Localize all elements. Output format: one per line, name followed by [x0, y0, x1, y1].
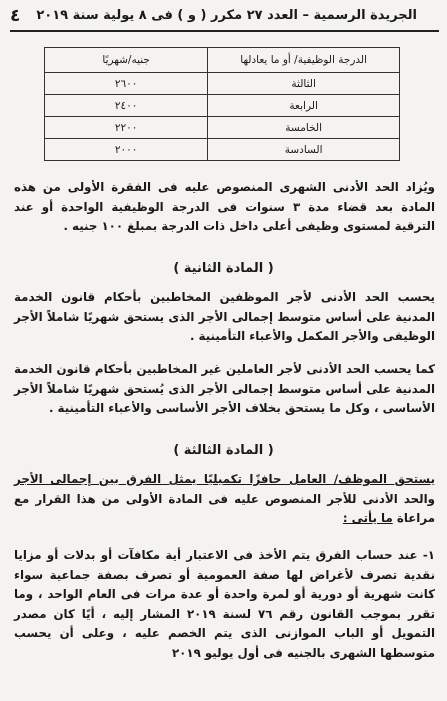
table-row [45, 117, 400, 139]
page-number: ٤ [10, 6, 21, 26]
table-cell-grade: الخامسة [208, 117, 400, 139]
page-header [10, 6, 437, 28]
article-three-heading: ( المادة الثالثة ) [173, 443, 274, 458]
table-cell-amount: ٢٤٠٠ [45, 95, 208, 117]
table-cell-grade: السادسة [208, 139, 400, 161]
salary-grade-table [44, 47, 400, 161]
table-header-grade: الدرجة الوظيفية/ أو ما يعادلها [208, 48, 400, 73]
header-rule [10, 30, 439, 32]
table-row [45, 139, 400, 161]
table-row [45, 95, 400, 117]
table-cell-grade: الثالثة [208, 73, 400, 95]
table-header-row [45, 48, 400, 73]
paragraph-civil-service: يحسب الحد الأدنى لأجر الموظفين المخاطبين بأحكام قانون الخدمة المدنية على أساس متوسط إجمالى الأجر الذى يستحق شهريًا شاملاً الأجر الوظيفى والأجر المكمل والأعباء التأمينية . [14, 290, 435, 343]
underlined-incentive-text: يستحق الموظف/ العامل حافزًا تكميليًا يمثل الفرق بين إجمالى الأجر [14, 472, 435, 486]
table-cell-amount: ٢٢٠٠ [45, 117, 208, 139]
article-two-heading: ( المادة الثانية ) [173, 261, 274, 276]
paragraph-increment: ويُزاد الحد الأدنى الشهرى المنصوص عليه فى الفقرة الأولى من هذه المادة بعد قضاء مدة ٣ سنوات فى الدرجة الوظيفية الواحدة أو عند الترقية لمستوى وظيفى أعلى داخل ذات الدرجة بمبلغ ١٠٠ جنيه . [14, 180, 435, 233]
paragraph-clause-one: ١- عند حساب الفرق يتم الأخذ فى الاعتبار أية مكافآت أو بدلات أو مزايا نقدية تصرف لأغراض لها صفة العمومية أو تصرف بصفة جماعية سواء كانت شهرية أو دورية أو لمرة واحدة أو عدة مرات فى العام الواحد ، وما تقرر بموجب القانون رقم ٧٦ لسنة ٢٠١٩ المشار إليه ، أيًا كان مصدر التمويل أو الباب الموازنى الذى يتم الخصم عليه ، وعلى أن يحسب متوسطها الشهرى بالجنيه فى أول يوليو ٢٠١٩ [14, 548, 435, 660]
table-row [45, 73, 400, 95]
incentive-text: والحد الأدنى للأجر المنصوص عليه فى المادة الأولى من هذا القرار مع مراعاة [14, 491, 435, 525]
paragraph-incentive [14, 470, 435, 529]
paragraph-non-civil-service: كما يحسب الحد الأدنى لأجر العاملين غير المخاطبين بأحكام قانون الخدمة المدنية على أساس متوسط إجمالى الأجر الذى يُستحق شهريًا شاملاً الأجر الأساسى ، وكل ما يستحق بخلاف الأجر الأساسى والأعباء التأمينية . [14, 362, 435, 415]
table-cell-grade: الرابعة [208, 95, 400, 117]
table-cell-amount: ٢٦٠٠ [45, 73, 208, 95]
table-cell-amount: ٢٠٠٠ [45, 139, 208, 161]
gazette-title: الجريدة الرسمية – العدد ٢٧ مكرر ( و ) فى ٨ يولية سنة ٢٠١٩ [36, 8, 417, 23]
following-clause: ما يأتى : [342, 511, 393, 525]
table-header-amount: جنيه/شهريًا [45, 48, 208, 73]
